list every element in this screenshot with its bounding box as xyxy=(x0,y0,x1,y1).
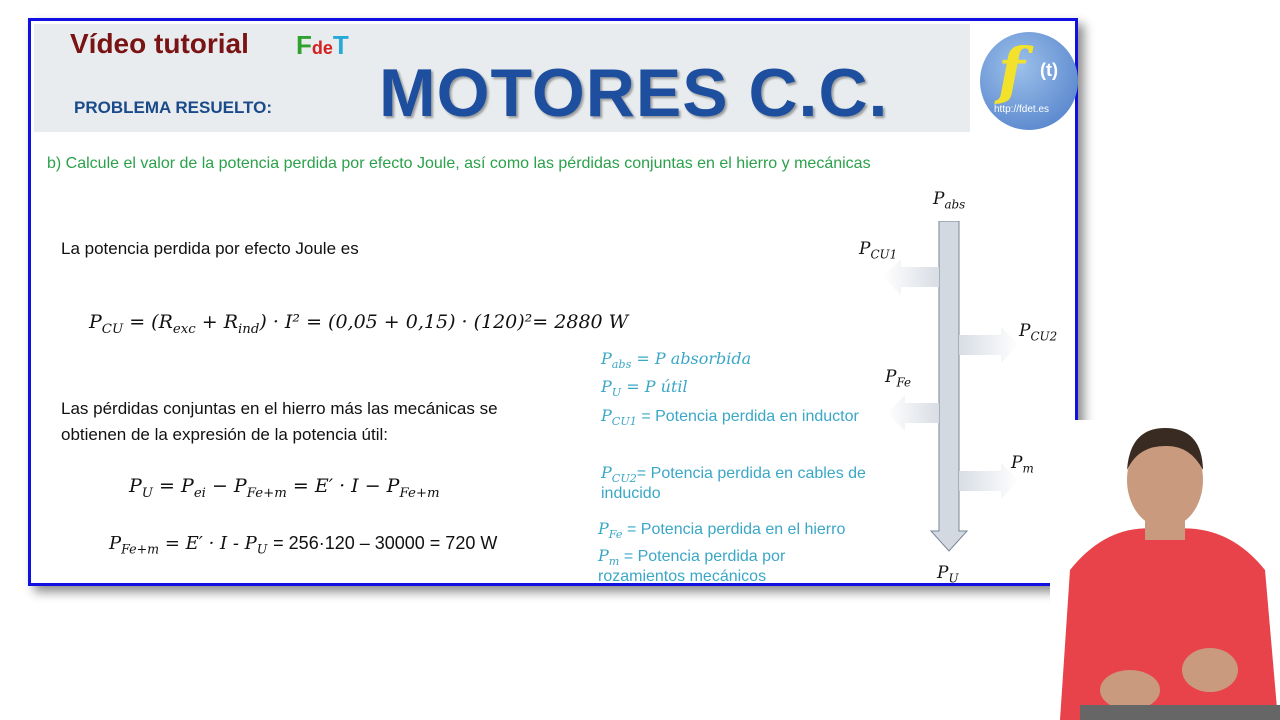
logo-url: http://fdet.es xyxy=(994,104,1050,115)
header-band xyxy=(34,24,1058,132)
label-p-m: $P_m$ xyxy=(1011,453,1034,476)
iron-intro-2: obtienen de la expresión de la potencia útil: xyxy=(61,425,389,444)
fdet-logo xyxy=(980,32,1078,130)
label-p-u: $P_U$ xyxy=(937,563,959,586)
presenter-image xyxy=(1050,420,1280,720)
brand-de: de xyxy=(311,38,333,58)
iron-formula-1: $P_U = P_{ei} - P_{Fe+m} = E' \cdot I - P_{Fe+m}$ xyxy=(129,475,440,501)
arrow-cu2 xyxy=(959,327,1019,363)
legend-m: $P_m$ = Potencia perdida por rozamientos mecánicos xyxy=(598,546,786,586)
legend-cu2: $P_{CU2}=$ Potencia perdida en cables de inducido xyxy=(601,463,866,503)
label-p-fe: $P_{Fe}$ xyxy=(885,367,912,390)
problem-label: PROBLEMA RESUELTO: xyxy=(74,98,273,117)
legend-u: $P_U = P$ útil xyxy=(601,377,688,400)
iron-intro-1: Las pérdidas conjuntas en el hierro más las mecánicas se xyxy=(61,399,498,418)
power-flow-diagram xyxy=(871,221,1071,571)
brand-t: T xyxy=(332,30,349,60)
arrow-fe xyxy=(887,395,939,431)
iron-formula-2: $P_{Fe+m} = E' \cdot I - P_U = 256\cdot 120 - 30000 = 720$ W xyxy=(109,533,498,557)
logo-letter: f xyxy=(998,34,1025,107)
page-title: MOTORES C.C. xyxy=(379,55,889,131)
label-p-cu2: $P_{CU2}$ xyxy=(1019,321,1058,344)
label-p-abs: $P_{abs}$ xyxy=(933,189,966,212)
slide-frame xyxy=(28,18,1078,586)
arrow-m xyxy=(959,463,1019,499)
brand-f: F xyxy=(296,30,312,60)
legend-abs: $P_{abs} = P$ absorbida xyxy=(601,349,752,372)
arrow-cu1 xyxy=(883,259,939,295)
brand-logo xyxy=(296,30,349,61)
legend-fe: $P_{Fe}$ = Potencia perdida en el hierro xyxy=(598,519,846,542)
video-title: Vídeo tutorial xyxy=(70,28,249,59)
legend-cu1: $P_{CU1}$ = Potencia perdida en inductor xyxy=(601,406,859,429)
label-p-cu1: $P_{CU1}$ xyxy=(859,239,898,262)
question-text: b) Calcule el valor de la potencia perdida por efecto Joule, así como las pérdidas conjuntas en el hierro y mecánicas xyxy=(47,155,871,172)
logo-sub: (t) xyxy=(1040,60,1058,80)
joule-intro: La potencia perdida por efecto Joule es xyxy=(61,239,359,258)
joule-formula: $P_{CU} = (R_{exc} + R_{ind}) \cdot I^2 = (0,05 + 0,15) \cdot (120)^2= 2880$ W xyxy=(89,311,629,337)
